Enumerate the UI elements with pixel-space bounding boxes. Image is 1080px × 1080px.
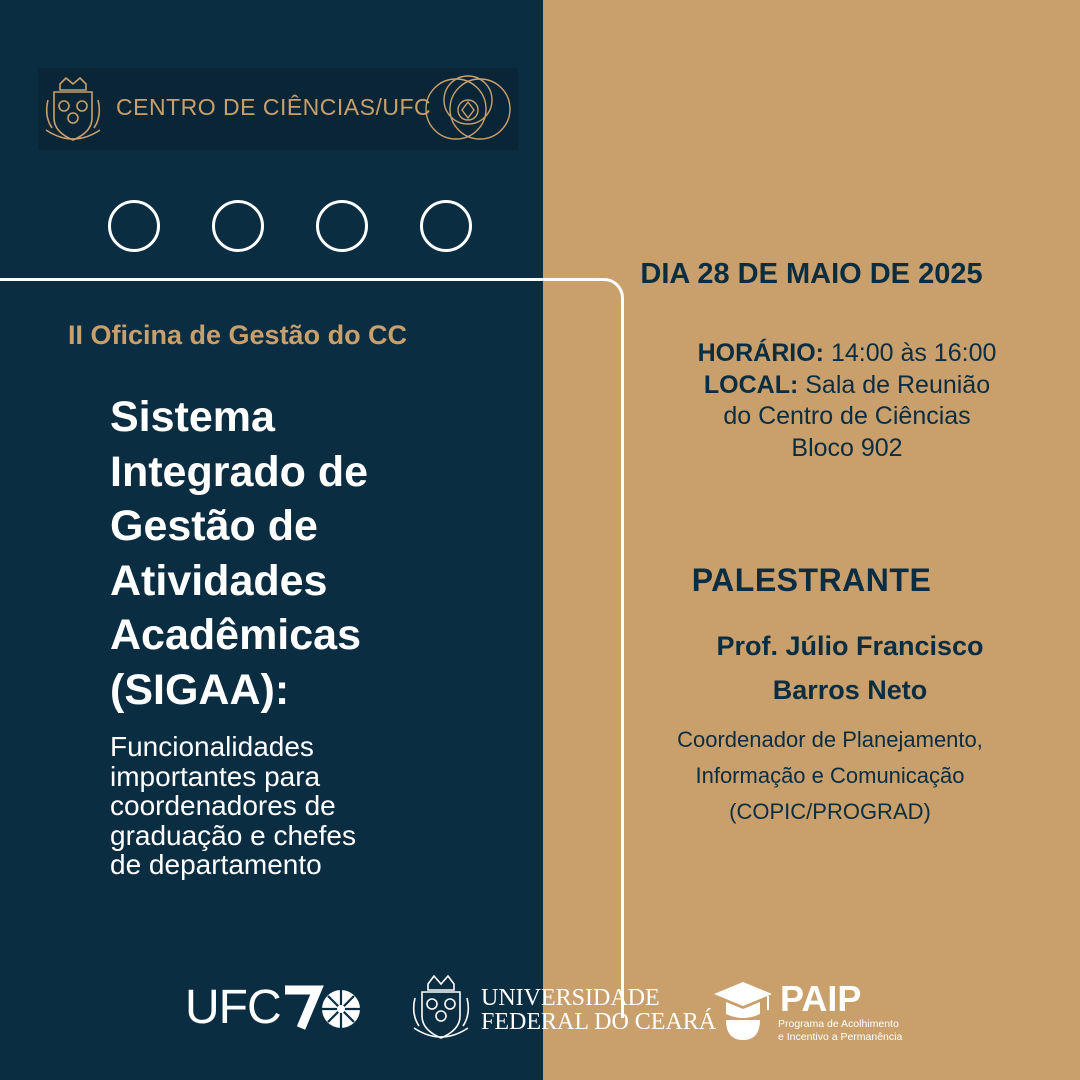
graduation-cap-icon [712, 976, 774, 1044]
university-name-line: UNIVERSIDADE [481, 985, 660, 1011]
time-value: 14:00 às 16:00 [830, 339, 997, 367]
decorative-circles [108, 200, 472, 252]
paip-subtitle-line: e Incentivo a Permanência [778, 1031, 903, 1043]
location-value: Sala de Reunião [805, 370, 991, 399]
event-description [110, 732, 530, 880]
event-title-line: Acadêmicas [110, 611, 361, 659]
location-line: Bloco 902 [791, 433, 903, 462]
event-description-line: Funcionalidades [110, 731, 314, 762]
event-title-line: Integrado de [110, 447, 369, 496]
location-row [614, 370, 1080, 402]
ufc-crest-icon [44, 70, 102, 146]
speaker-heading: PALESTRANTE [691, 562, 932, 598]
circle-outline-icon [420, 200, 472, 252]
speaker-name-line: Prof. Júlio Francisco [716, 631, 984, 661]
speaker-name [580, 624, 1080, 712]
time-label: HORÁRIO: [697, 339, 824, 367]
circle-outline-icon [212, 200, 264, 252]
event-date: DIA 28 DE MAIO DE 2025 [640, 258, 983, 290]
header-title: CENTRO DE CIÊNCIAS/UFC [116, 94, 432, 120]
event-subtitle: II Oficina de Gestão do CC [68, 320, 408, 350]
ufc-crest-icon [410, 970, 472, 1044]
speaker-name-line: Barros Neto [772, 675, 928, 705]
venn-excellence-badge-icon [418, 70, 518, 148]
event-title-line: Atividades [110, 556, 328, 605]
circle-outline-icon [316, 200, 368, 252]
event-info [614, 338, 1080, 464]
event-title-line: (SIGAA): [110, 665, 290, 714]
location-label: LOCAL: [703, 370, 799, 399]
university-name [481, 986, 716, 1034]
ufc70-logo [185, 982, 363, 1034]
paip-subtitle [778, 1018, 902, 1044]
event-description-line: importantes para [110, 760, 321, 792]
ufc70-logo-text: UFC [185, 981, 281, 1034]
speaker-role [580, 722, 1080, 830]
paip-subtitle-line: Programa de Acolhimento [778, 1018, 899, 1030]
university-name-line: FEDERAL DO CEARÁ [481, 1009, 717, 1035]
speaker-role-line: (COPIC/PROGRAD) [729, 799, 931, 824]
speaker-role-line: Informação e Comunicação [695, 763, 965, 788]
location-line: do Centro de Ciências [723, 402, 971, 430]
ufc70-seventy-mark-icon [283, 984, 363, 1032]
event-title-line: Sistema [110, 393, 275, 441]
paip-title: PAIP [780, 978, 862, 1019]
event-title [110, 390, 530, 717]
event-description-line: graduação e chefes [110, 819, 356, 851]
speaker-role-line: Coordenador de Planejamento, [677, 727, 983, 752]
event-description-line: coordenadores de [110, 790, 336, 821]
event-title-line: Gestão de [110, 502, 318, 550]
event-description-line: de departamento [110, 849, 322, 880]
time-row [614, 338, 1080, 370]
circle-outline-icon [108, 200, 160, 252]
